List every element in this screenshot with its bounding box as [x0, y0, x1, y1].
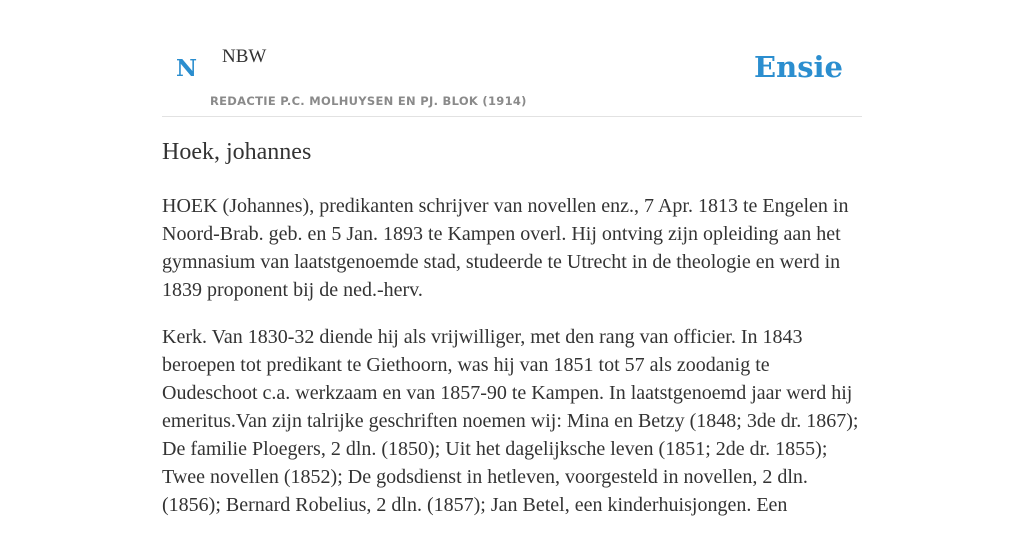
- entry-title: Hoek, johannes: [162, 139, 312, 165]
- page: [162, 0, 862, 516]
- entry-paragraph: Kerk. Van 1830-32 diende hij als vrijwilliger, met den rang van officier. In 1843 beroepen tot predikant te Giethoorn, was hij van 1851 tot 57 als zoodanig te Oudeschoot c.a. werkzaam en van 1857-90 te Kampen. In laatstgenoemd jaar werd hij emeritus.Van zijn talrijke geschriften noemen wij: Mina en Betzy (1848; 3de dr. 1867); De familie Ploegers, 2 dln. (1850); Uit het dagelijksche leven (1851; 2de dr. 1855); Twee novellen (1852); De godsdienst in hetleven, voorgesteld in novellen, 2 dln. (1856); Bernard Robelius, 2 dln. (1857); Jan Betel, een kinderhuisjongen. Een: [162, 326, 859, 516]
- source-logo[interactable]: N: [176, 55, 198, 82]
- source-header: [162, 0, 862, 117]
- source-subtitle: REDACTIE P.C. MOLHUYSEN EN PJ. BLOK (1914): [210, 94, 527, 108]
- entry-body: [162, 192, 862, 538]
- source-title[interactable]: NBW: [222, 46, 267, 67]
- entry-paragraph: HOEK (Johannes), predikanten schrijver van novellen enz., 7 Apr. 1813 te Engelen in Noord-Brab. geb. en 5 Jan. 1893 te Kampen overl. Hij ontving zijn opleiding aan het gymnasium van laatstgenoemde stad, studeerde te Utrecht in de theologie en werd in 1839 proponent bij de ned.-herv.: [162, 195, 849, 301]
- ensie-logo-link[interactable]: Ensie: [754, 50, 843, 84]
